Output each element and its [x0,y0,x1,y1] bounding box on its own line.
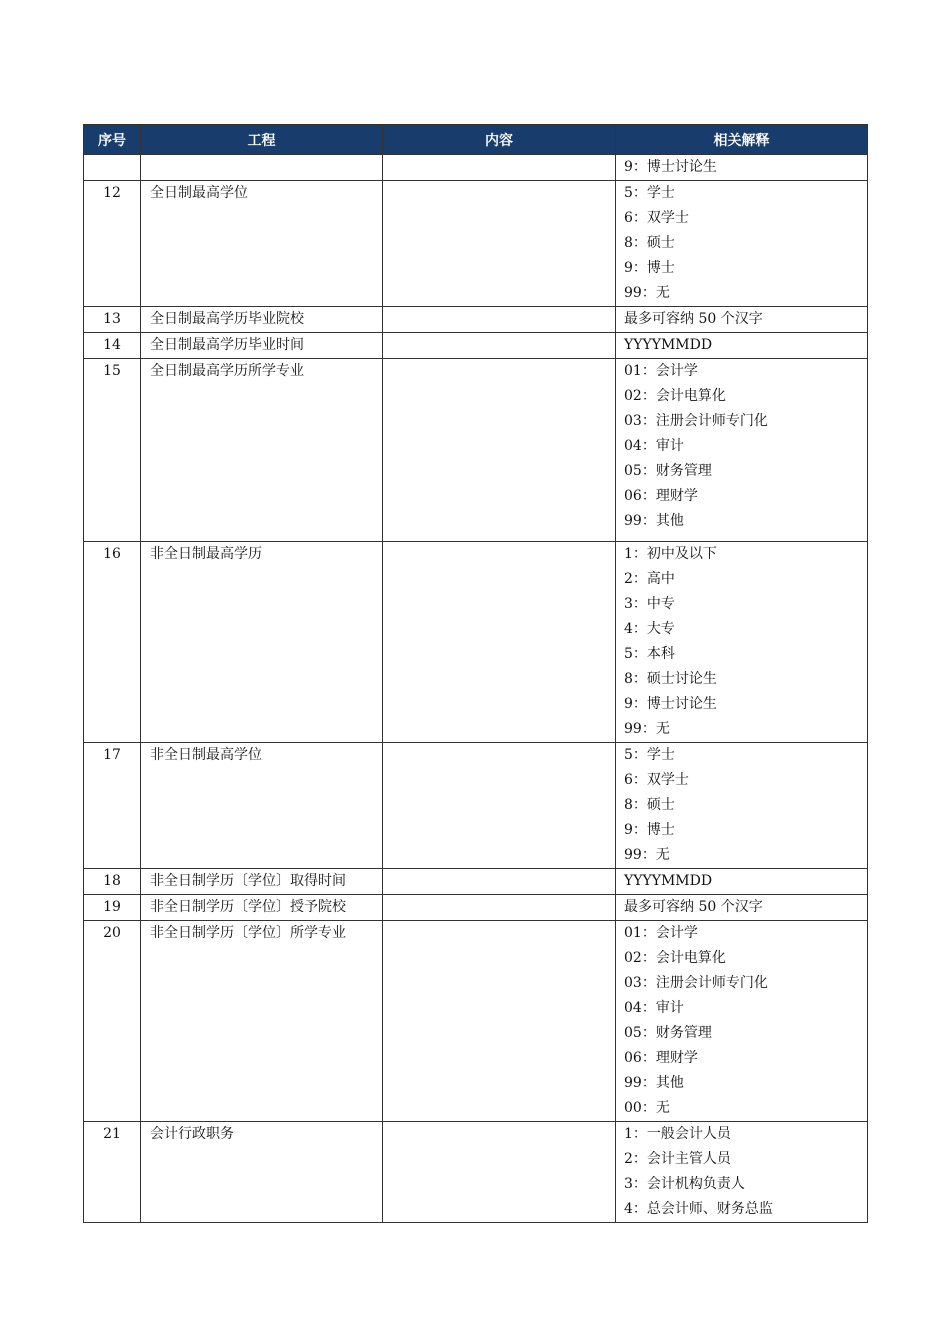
item-text: 全日制最高学历毕业时间 [150,337,304,353]
row-item [141,921,383,1122]
explanation-line: 1：一般会计人员 [624,1126,731,1142]
row-item [141,155,383,181]
row-item [141,1122,383,1223]
item-text: 全日制最高学历所学专业 [150,363,304,379]
row-item [141,307,383,333]
explanation-line: 6：双学士 [624,772,689,788]
row-content [383,307,616,333]
row-content [383,869,616,895]
explanation-line: 5：本科 [624,646,675,662]
item-text: 全日制最高学历毕业院校 [150,311,304,327]
explanation-line: 5：学士 [624,747,675,763]
explanation-line: 3：中专 [624,596,675,612]
serial-number-text: 19 [103,899,121,915]
row-content [383,743,616,869]
explanation-line: 8：硕士讨论生 [624,671,717,687]
explanation-line: 04：审计 [624,438,684,454]
explanation-line: 06：理财学 [624,488,698,504]
table-body [84,155,868,1223]
row-explanation [616,359,868,542]
row-content [383,333,616,359]
explanation-line: 02：会计电算化 [624,950,726,966]
serial-number-text: 18 [103,873,121,889]
row-content [383,895,616,921]
row-content [383,181,616,307]
serial-number-text: 17 [103,747,121,763]
explanation-line: 3：会计机构负责人 [624,1176,745,1192]
data-table [83,124,868,1223]
row-item [141,542,383,743]
row-serial-number [84,333,141,359]
explanation-line: 99：其他 [624,1075,684,1091]
header-content: 内容 [383,125,616,155]
row-content [383,359,616,542]
row-serial-number [84,181,141,307]
table-row [84,333,868,359]
explanation-line: 9：博士 [624,260,675,276]
header-serial-number: 序号 [84,125,141,155]
table-row [84,895,868,921]
table-row [84,542,868,743]
explanation-line: 01：会计学 [624,925,698,941]
row-serial-number [84,869,141,895]
item-text: 全日制最高学位 [150,185,248,201]
explanation-line: 2：会计主管人员 [624,1151,731,1167]
table-row [84,181,868,307]
row-content [383,1122,616,1223]
row-explanation [616,333,868,359]
table-row [84,743,868,869]
explanation-line: 03：注册会计师专门化 [624,413,768,429]
explanation-line: 6：双学士 [624,210,689,226]
explanation-line: 01：会计学 [624,363,698,379]
item-text: 会计行政职务 [150,1126,234,1142]
table-header-row [84,125,868,155]
table-row [84,359,868,542]
item-text: 非全日制学历〔学位〕所学专业 [150,925,346,941]
row-explanation [616,307,868,333]
table-row [84,1122,868,1223]
serial-number-text: 13 [103,311,121,327]
explanation-line: 最多可容纳 50 个汉字 [624,311,763,327]
explanation-line: 99：无 [624,285,670,301]
serial-number-text: 20 [103,925,121,941]
item-text [141,155,382,180]
explanation-line: 02：会计电算化 [624,388,726,404]
explanation-line: 00：无 [624,1100,670,1116]
row-explanation [616,181,868,307]
row-serial-number [84,542,141,743]
row-serial-number [84,155,141,181]
explanation-line: 04：审计 [624,1000,684,1016]
row-item [141,181,383,307]
item-text: 非全日制最高学位 [150,747,262,763]
explanation-line: 05：财务管理 [624,1025,712,1041]
item-text: 非全日制最高学历 [150,546,262,562]
row-serial-number [84,921,141,1122]
explanation-line: 99：无 [624,721,670,737]
row-item [141,895,383,921]
explanation-line: 05：财务管理 [624,463,712,479]
explanation-line: 4：总会计师、财务总监 [624,1201,773,1217]
row-explanation [616,1122,868,1223]
row-content [383,155,616,181]
explanation-line: YYYYMMDD [624,873,713,889]
explanation-line: 8：硕士 [624,797,675,813]
explanation-line: 1：初中及以下 [624,546,717,562]
explanation-line: 2：高中 [624,571,675,587]
row-explanation [616,869,868,895]
serial-number-text: 21 [103,1126,121,1142]
table-row [84,155,868,181]
item-text: 非全日制学历〔学位〕取得时间 [150,873,346,889]
row-explanation [616,542,868,743]
row-item [141,359,383,542]
row-item [141,743,383,869]
serial-number-text: 16 [103,546,121,562]
table-row [84,307,868,333]
explanation-line: 03：注册会计师专门化 [624,975,768,991]
row-explanation [616,155,868,181]
row-explanation [616,895,868,921]
header-explanation: 相关解释 [616,125,868,155]
table-row [84,869,868,895]
row-item [141,333,383,359]
serial-number-text [84,155,140,180]
serial-number-text: 12 [103,185,121,201]
table-row [84,921,868,1122]
explanation-line: YYYYMMDD [624,337,713,353]
serial-number-text: 15 [103,363,121,379]
serial-number-text: 14 [103,337,121,353]
row-serial-number [84,359,141,542]
explanation-line: 4：大专 [624,621,675,637]
row-serial-number [84,1122,141,1223]
explanation-line: 99：其他 [624,513,684,529]
explanation-line: 9：博士讨论生 [624,159,717,175]
row-serial-number [84,895,141,921]
explanation-line: 8：硕士 [624,235,675,251]
row-content [383,542,616,743]
row-explanation [616,743,868,869]
row-explanation [616,921,868,1122]
explanation-line: 9：博士讨论生 [624,696,717,712]
explanation-line: 最多可容纳 50 个汉字 [624,899,763,915]
row-item [141,869,383,895]
explanation-line: 9：博士 [624,822,675,838]
item-text: 非全日制学历〔学位〕授予院校 [150,899,346,915]
explanation-line: 99：无 [624,847,670,863]
row-content [383,921,616,1122]
explanation-line: 5：学士 [624,185,675,201]
header-item: 工程 [141,125,383,155]
row-serial-number [84,307,141,333]
explanation-line: 06：理财学 [624,1050,698,1066]
row-serial-number [84,743,141,869]
